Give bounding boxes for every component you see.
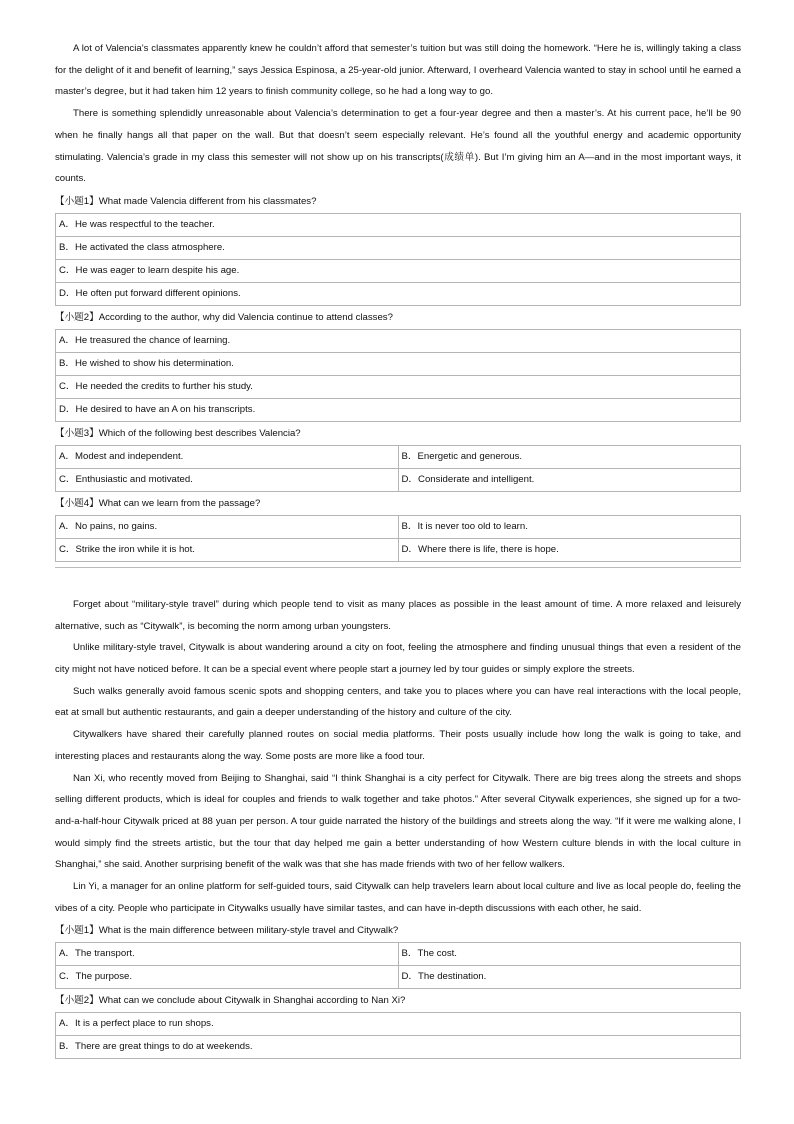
passage1-question-2-stem: 【小题2】According to the author, why did Valencia continue to attend classes? (55, 311, 393, 323)
answer-option-c[interactable]: C．He was eager to learn despite his age. (56, 259, 741, 282)
passage2-paragraph-6: Lin Yi, a manager for an online platform for self-guided tours, said Citywalk can help travelers learn about local culture and live as local people do, feeling the vibes of a city. People who participate in Citywalks usually have similar tastes, and can have in-depth discussions with each other, he said. (55, 881, 741, 914)
answer-option-a[interactable]: A．Modest and independent. (56, 445, 399, 468)
answer-option-b[interactable]: B．There are great things to do at weekends. (56, 1036, 741, 1059)
answer-option-a[interactable]: A．He was respectful to the teacher. (56, 213, 741, 236)
passage2-question-1-stem: 【小题1】What is the main difference between military-style travel and Citywalk? (55, 925, 399, 937)
passage1-paragraph-2: There is something splendidly unreasonable about Valencia’s determination to get a four-year degree and then a master’s. At his current pace, he’ll be 90 when he finally hangs all that paper on the wall. But that doesn’t seem especially relevant. He’s found all the youthful energy and academic opportunity stimulating. Valencia’s grade in my class this semester will not show up on his transcripts(成绩单). But I’m giving him an A—and in the most important ways, it counts. (55, 108, 741, 185)
answer-option-a[interactable]: A．He treasured the chance of learning. (56, 329, 741, 352)
passage1-question-3-options (55, 445, 741, 492)
passage1-paragraph-1: A lot of Valencia’s classmates apparently knew he couldn’t afford that semester’s tuition but was still doing the homework. “Here he is, willingly taking a class for the delight of it and benefit of learning,” says Jessica Espinosa, a 25-year-old junior. Afterward, I overheard Valencia wanted to stay in school until he earned a master’s degree, but it had taken him 12 years to finish community college, so he had a long way to go. (55, 43, 741, 98)
passage-2 (55, 594, 741, 1060)
answer-option-c[interactable]: C．He needed the credits to further his study. (56, 375, 741, 398)
passage2-question-2-options (55, 1012, 741, 1059)
passage2-question-2-stem: 【小题2】What can we conclude about Citywalk in Shanghai according to Nan Xi? (55, 995, 406, 1007)
passage2-paragraph-2: Unlike military-style travel, Citywalk is about wandering around a city on foot, feeling the atmosphere and finding unusual things that even a resident of the city might not have noticed before. It can be a special event where people start a journey led by tour guides or simply explore the streets. (55, 642, 741, 676)
answer-option-b[interactable]: B．He wished to show his determination. (56, 352, 741, 375)
passage1-question-3-stem: 【小题3】Which of the following best describes Valencia? (55, 427, 301, 439)
answer-option-d[interactable]: D．He desired to have an A on his transcripts. (56, 398, 741, 421)
answer-option-a[interactable]: A．No pains, no gains. (56, 515, 399, 538)
passage1-question-1-stem: 【小题1】What made Valencia different from his classmates? (55, 195, 317, 207)
passage-1 (55, 38, 741, 562)
passage1-question-4-stem: 【小题4】What can we learn from the passage? (55, 497, 261, 509)
answer-option-d[interactable]: D．Where there is life, there is hope. (398, 538, 741, 561)
passage2-question-1-options (55, 942, 741, 989)
passage1-question-4-options (55, 515, 741, 562)
document-page (55, 38, 741, 1059)
answer-option-d[interactable]: D．Considerate and intelligent. (398, 468, 741, 491)
passage2-paragraph-5: Nan Xi, who recently moved from Beijing to Shanghai, said “I think Shanghai is a city perfect for Citywalk. There are big trees along the streets and shops selling different products, which is ideal for couples and friends to walk together and take photos.” After several Citywalk experiences, she signed up for a two-and-a-half-hour Citywalk priced at 88 yuan per person. A tour guide narrated the history of the buildings and streets along the way. “If it were me walking alone, I would simply find the streets artistic, but the tour that day helped me gain a better understanding of how Western culture blends in with the local culture in Shanghai,” she said. Another surprising benefit of the walk was that she has made friends with two of her fellow walkers. (55, 772, 741, 871)
answer-option-c[interactable]: C．The purpose. (56, 966, 399, 989)
answer-option-b[interactable]: B．It is never too old to learn. (398, 515, 741, 538)
answer-option-d[interactable]: D．He often put forward different opinions. (56, 282, 741, 305)
answer-option-a[interactable]: A．It is a perfect place to run shops. (56, 1013, 741, 1036)
answer-option-c[interactable]: C．Strike the iron while it is hot. (56, 538, 399, 561)
answer-option-a[interactable]: A．The transport. (56, 943, 399, 966)
passage1-question-2-options (55, 329, 741, 422)
passage1-question-1-options (55, 213, 741, 306)
section-divider (55, 562, 741, 568)
passage2-paragraph-3: Such walks generally avoid famous scenic spots and shopping centers, and take you to places where you can have real interactions with the local people, eat at small but authentic restaurants, and gain a deeper understanding of the history and culture of the city. (55, 685, 741, 719)
answer-option-d[interactable]: D．The destination. (398, 966, 741, 989)
passage2-paragraph-1: Forget about “military-style travel” during which people tend to visit as many places as possible in the least amount of time. A more relaxed and leisurely alternative, such as “Citywalk”, is becoming the norm among urban youngsters. (55, 598, 741, 632)
answer-option-b[interactable]: B．He activated the class atmosphere. (56, 236, 741, 259)
passage2-paragraph-4: Citywalkers have shared their carefully planned routes on social media platforms. Their posts usually include how long the walk is going to take, and interesting places and restaurants along the way. Some posts are more like a food tour. (55, 729, 741, 762)
answer-option-b[interactable]: B．The cost. (398, 943, 741, 966)
answer-option-c[interactable]: C．Enthusiastic and motivated. (56, 468, 399, 491)
answer-option-b[interactable]: B．Energetic and generous. (398, 445, 741, 468)
